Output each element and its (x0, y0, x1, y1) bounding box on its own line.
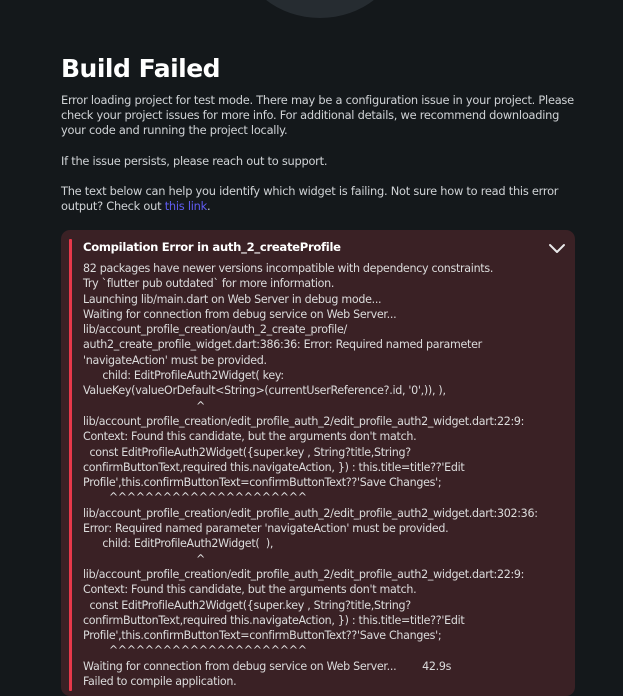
error-accent-bar (69, 239, 72, 691)
chevron-down-icon[interactable] (548, 241, 566, 255)
support-note: If the issue persists, please reach out to support. (61, 153, 328, 168)
main-content (61, 52, 575, 214)
help-text (61, 184, 575, 214)
error-log: 82 packages have newer versions incompatible with dependency constraints. Try `flutter pub outdated` for more information. Launching lib/main.dart on Web Server in debug mode... Waiting for connection from debug service on Web Server... lib/account_profile_creation/auth_2_create_profile/ auth2_create_profile_widget.dart:386:36: Error: Required named parameter 'navigateAction' must be provided. child: EditProfileAuth2Widget( key: ValueKey(valueOrDefault<String>(currentUserReference?.id, '0',)), ), ^ lib/account_profile_creation/edit_profile_auth_2/edit_profile_auth2_widget.dart:22:9: Context: Found this candidate, but the arguments don't match. const EditProfileAuth2Widget({super.key , String?title,String? confirmButtonText,required this.navigateAction, }) : this.title=title??'Edit Profile',this.confirmButtonText=confirmButtonText??'Save Changes'; ^^^^^^^^^^^^^^^^^^^^^^ lib/account_profile_creation/edit_profile_auth_2/edit_profile_auth2_widget.dart:302:36: Error: Required named parameter 'navigateAction' must be provided. child: EditProfileAuth2Widget( ), ^ lib/account_profile_creation/edit_profile_auth_2/edit_profile_auth2_widget.dart:22:9: Context: Found this candidate, but the arguments don't match. const EditProfileAuth2Widget({super.key , String?title,String? confirmButtonText,required this.navigateAction, }) : this.title=title??'Edit Profile',this.confirmButtonText=confirmButtonText??'Save Changes'; ^^^^^^^^^^^^^^^^^^^^^^ Waiting for connection from debug service on Web Server... 42.9s Failed to compile application. (83, 262, 538, 689)
help-link[interactable]: this link (164, 199, 207, 214)
error-description: Error loading project for test mode. There may be a configuration issue in your project. Please check your project issues for more info. For additional details, we recommend downloading your code and running the project locally. (61, 93, 574, 138)
avatar-circle (242, 0, 398, 18)
error-title: Compilation Error in auth_2_createProfile (83, 240, 341, 254)
error-panel (61, 230, 575, 696)
help-text-prefix: The text below can help you identify which widget is failing. Not sure how to read this error output? Check out (61, 183, 559, 214)
page-title: Build Failed (61, 54, 221, 83)
help-text-suffix: . (207, 199, 211, 214)
